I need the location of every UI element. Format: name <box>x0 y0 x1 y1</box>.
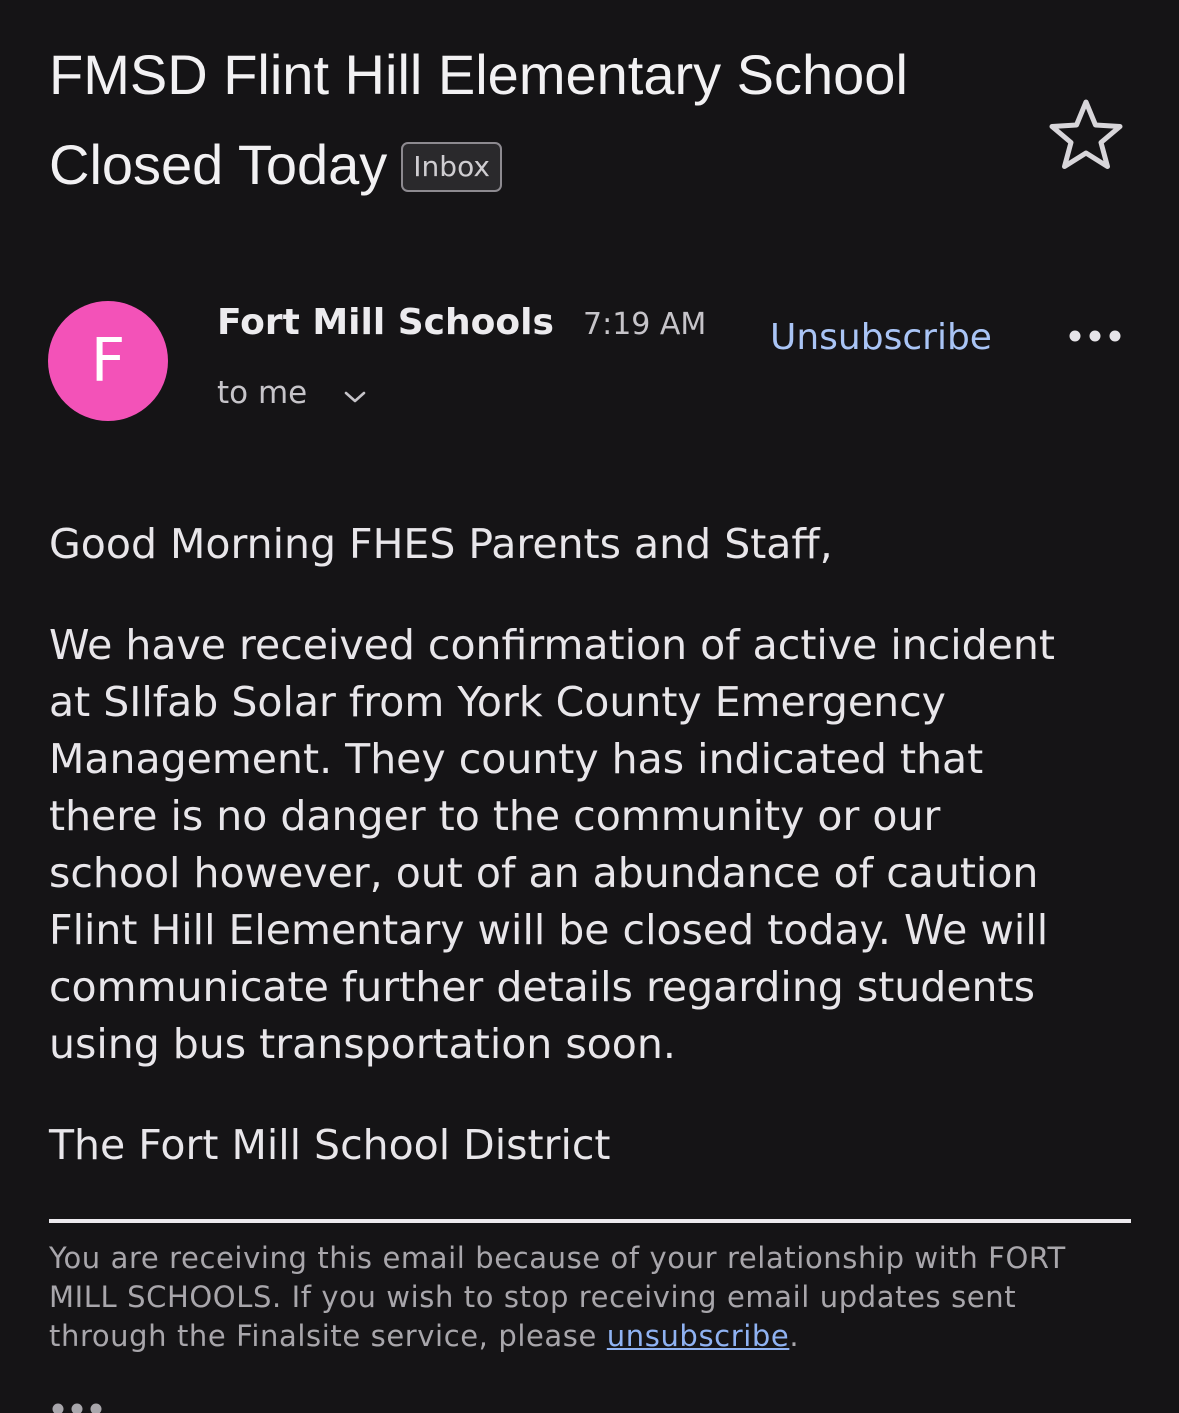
body-line: school however, out of an abundance of caution <box>49 849 1039 897</box>
sender-avatar[interactable]: F <box>48 301 168 421</box>
star-icon[interactable] <box>1046 96 1126 176</box>
footer-period: . <box>789 1319 800 1353</box>
sender-name[interactable]: Fort Mill Schools <box>217 302 554 343</box>
subject-text: FMSD Flint Hill Elementary School Closed Today <box>49 43 908 196</box>
footer-line: You are receiving this email because of your relationship with FORT <box>49 1241 1066 1275</box>
body-line: using bus transportation soon. <box>49 1020 676 1068</box>
email-signature: The Fort Mill School District <box>49 1121 611 1169</box>
footer-line <box>49 1317 1149 1356</box>
footer-line: MILL SCHOOLS. If you wish to stop receiving email updates sent <box>49 1280 1017 1314</box>
show-trimmed-content-button[interactable] <box>50 1400 110 1413</box>
body-line: communicate further details regarding students <box>49 963 1035 1011</box>
email-body <box>49 617 1139 1073</box>
unsubscribe-button[interactable]: Unsubscribe <box>770 317 992 358</box>
email-footer <box>49 1239 1149 1356</box>
footer-divider <box>49 1219 1131 1223</box>
body-line: Management. They county has indicated that <box>49 735 984 783</box>
body-line: at SIlfab Solar from York County Emergency <box>49 678 946 726</box>
body-line: We have received confirmation of active incident <box>49 621 1055 669</box>
more-options-icon[interactable] <box>1068 326 1122 346</box>
footer-unsubscribe-link[interactable]: unsubscribe <box>606 1319 790 1353</box>
trimmed-content-icon <box>50 1400 110 1413</box>
body-line: Flint Hill Elementary will be closed today. We will <box>49 906 1049 954</box>
email-greeting: Good Morning FHES Parents and Staff, <box>49 520 833 568</box>
inbox-label-badge[interactable]: Inbox <box>401 142 502 192</box>
recipient-details-toggle[interactable]: to me <box>217 375 308 411</box>
chevron-down-icon[interactable] <box>343 388 367 406</box>
body-line: there is no danger to the community or our <box>49 792 941 840</box>
footer-text: through the Finalsite service, please <box>49 1319 607 1353</box>
email-subject <box>49 30 1029 210</box>
sent-time: 7:19 AM <box>583 307 707 342</box>
